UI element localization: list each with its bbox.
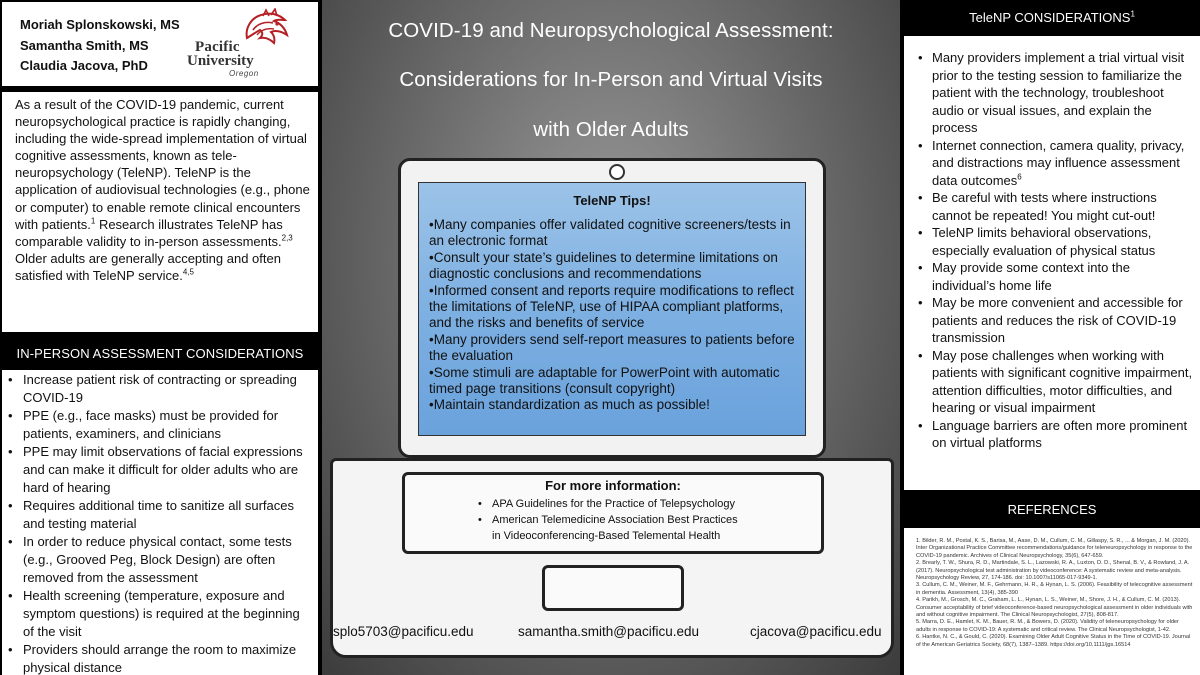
list-item: • Providers should arrange the room to maximize physical distance: [8, 641, 314, 675]
list-item: • May provide some context into the individual’s home life: [918, 259, 1196, 294]
reference-item: 2. Brearly, T. W., Shura, R. D., Martindale, S. L., Lazowski, R. A., Luxton, D. D., Shenal, B. V., & Rowland, J. A. (2017). Neuropsychological test administration by videoconference: A systematic review and meta-analysis. Neuropsychology Review, 27, 174-186. doi: 10.1007/s11065-017-9349-1.: [916, 560, 1190, 582]
reference-item: 3. Cullum, C. M., Weiner, M. F., Gehrmann, H. R., & Hynan, L. S. (2006). Feasibility of telecognitive assessment in dementia. Assessment, 13(4), 385-390: [916, 582, 1193, 596]
more-info-item-continuation: in Videoconferencing-Based Telemental Health: [492, 530, 721, 542]
author-name: Claudia Jacova, PhD: [20, 58, 148, 73]
tip-item: •Many companies offer validated cognitive screeners/tests in an electronic format: [429, 217, 791, 249]
intro-paragraph: As a result of the COVID-19 pandemic, current neuropsychological practice is rapidly changing, including the wide-spread implementation of virtual cognitive assessments, known as tele-neuropsychology (TeleNP). TeleNP is the application of audiovisual technologies (e.g., phone or computer) to enable remote clinical encounters with patients.$^1$ Research illustrates TeleNP has comparable validity to in-person assessments.$^{2,3}$ Older adults are generally accepting and often satisfied with TeleNP service.$^{4,5}$: [15, 97, 310, 283]
email-address: splo5703@pacificu.edu: [333, 624, 474, 639]
email-address: samantha.smith@pacificu.edu: [518, 624, 700, 639]
author-list: [20, 15, 180, 77]
list-item: • PPE (e.g., face masks) must be provided for patients, examiners, and clinicians: [8, 407, 314, 443]
tip-item: •Some stimuli are adaptable for PowerPoint with automatic timed page transitions (consult copyright): [429, 364, 780, 397]
email-address: cjacova@pacificu.edu: [750, 624, 882, 639]
reference-item: 5. Marra, D. E., Hamlet, K. M., Bauer, R. M., & Bowers, D. (2020). Validity of teleneuropsychology for older adults in response to COVID-19: A systematic and critical review. The Clinical Neuropsychologist, 1-42.: [916, 619, 1179, 633]
list-item: • Health screening (temperature, exposure and symptom questions) is required at the beginning of the visit: [8, 587, 314, 641]
list-item: • May pose challenges when working with patients with significant cognitive impairment, attention difficulties, motor difficulties, and hearing or visual impairment: [918, 347, 1196, 417]
pacific-university-logo: [185, 8, 291, 82]
in-person-section-header: IN-PERSON ASSESSMENT CONSIDERATIONS: [2, 340, 318, 368]
references-panel: [904, 528, 1200, 675]
reference-item: 6. Hantke, N. C., & Gould, C. (2020). Examining Older Adult Cognitive Status in the Time of COVID-19. Journal of the American Geriatrics Society, 68(7), 1387–1389. https://doi.org/10.1111/jgs.16514: [916, 634, 1191, 648]
reference-item: 1. Bilder, R. M., Postal, K. S., Barisa, M., Aase, D. M., Cullum, C. M., Gillaspy, S. R., ... & Morgan, J. M. (2020). Inter Organizational Practice Committee recommendations/guidance for teleneuropsychology in response to the COVID-19 pandemic. Archives of Clinical Neuropsychology, 35(6), 647-659.: [916, 538, 1193, 559]
boxer-mascot-icon: [241, 8, 291, 46]
more-info-list: [478, 496, 738, 544]
logo-text-university: University: [187, 53, 254, 69]
intro-panel: [2, 92, 318, 332]
list-item: • TeleNP limits behavioral observations, especially evaluation of physical status: [918, 224, 1196, 259]
more-info-title: For more information:: [545, 478, 681, 493]
telenp-panel: [904, 36, 1200, 490]
in-person-list: [8, 371, 314, 675]
logo-text-pacific: Pacific: [195, 39, 240, 55]
list-item: • Increase patient risk of contracting or spreading COVID-19: [8, 371, 314, 407]
telenp-section-header: TeleNP CONSIDERATIONS$^1$: [904, 4, 1200, 32]
author-name: Moriah Splonskowski, MS: [20, 17, 180, 32]
tip-item: •Maintain standardization as much as possible!: [429, 397, 710, 413]
tips-title: TeleNP Tips!: [573, 193, 651, 208]
authors-panel: [2, 2, 318, 86]
references-header: REFERENCES: [904, 496, 1200, 524]
poster-title-line: COVID-19 and Neuropsychological Assessment:: [388, 19, 834, 42]
in-person-panel: [2, 370, 318, 675]
list-item: • May be more convenient and accessible for patients and reduces the risk of COVID-19 transmission: [918, 294, 1196, 347]
laptop-trackpad: [542, 565, 684, 611]
list-item: • Be careful with tests where instructions cannot be repeated! You might cut-out!: [918, 189, 1196, 224]
tips-list: [429, 217, 795, 414]
list-item: • Language barriers are often more prominent on virtual platforms: [918, 417, 1196, 452]
list-item: • Requires additional time to sanitize all surfaces and testing material: [8, 497, 314, 533]
reference-item: 4. Parikh, M., Grosch, M. C., Graham, L. L., Hynan, L. S., Weiner, M., Shore, J. H., & Cullum, C. M. (2013). Consumer acceptability of brief videoconference-based neuropsychological assessment in older individuals with and without cognitive impairment. The Clinical Neuropsychologist, 27(5), 808-817.: [916, 597, 1193, 619]
logo-text-oregon: Oregon: [229, 69, 259, 78]
list-item: • In order to reduce physical contact, some tests (e.g., Grooved Peg, Block Design) are often removed from the assessment: [8, 533, 314, 587]
author-name: Samantha Smith, MS: [20, 37, 149, 53]
list-item: • Internet connection, camera quality, privacy, and distractions may influence assessment data outcomes$^6$: [918, 137, 1196, 190]
tip-item: •Informed consent and reports require modifications to reflect the limitations of TeleNP, use of HIPAA compliant platforms, and the risks and benefits of service: [429, 282, 794, 331]
webcam-icon: [609, 164, 625, 180]
telenp-list: [918, 49, 1196, 452]
telenp-tips-box: [418, 182, 806, 436]
more-info-item: • APA Guidelines for the Practice of Telepsychology: [478, 496, 738, 512]
more-info-item: • American Telemedicine Association Best Practices: [478, 512, 738, 528]
tip-item: •Many providers send self-report measures to patients before the evaluation: [429, 331, 795, 364]
tip-item: •Consult your state’s guidelines to determine limitations on diagnostic conclusions and recommendations: [429, 249, 778, 282]
list-item: • Many providers implement a trial virtual visit prior to the testing session to familiarize the patient with the technology, troubleshoot audio or visual issues, and explain the process: [918, 49, 1196, 137]
poster-title-line: with Older Adults: [533, 118, 689, 141]
poster-title-line: Considerations for In-Person and Virtual Visits: [399, 68, 823, 91]
list-item: • PPE may limit observations of facial expressions and can make it difficult for older adults who are hard of hearing: [8, 443, 314, 497]
